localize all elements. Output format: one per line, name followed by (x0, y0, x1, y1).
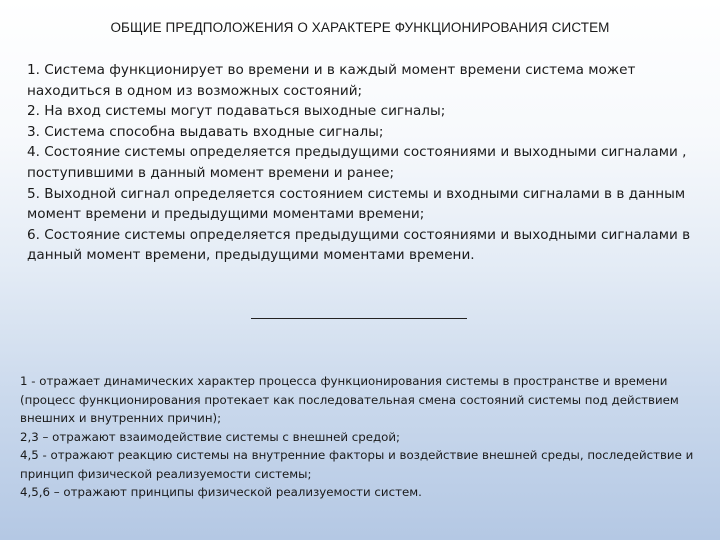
assumption-item-5: 5. Выходной сигнал определяется состоянием системы и входными сигналами в в данным момент времени и предыдущими моментами времени; (27, 185, 686, 223)
assumption-item-1: 1. Система функционирует во времени и в каждый момент времени система может находиться в одном из возможных состояний; (27, 62, 636, 99)
slide-title: ОБЩИЕ ПРЕДПОЛОЖЕНИЯ О ХАРАКТЕРЕ ФУНКЦИОНИРОВАНИЯ СИСТЕМ (110, 20, 610, 35)
assumption-item-3: 3. Система способна выдавать входные сигналы; (27, 123, 384, 140)
assumption-item-6: 6. Состояние системы определяется предыдущими состояниями и выходными сигналами в данный момент времени, предыдущими моментами времени. (27, 226, 691, 264)
note-item-3: 4,5 - отражают реакцию системы на внутренние факторы и воздействие внешней среды, последействие и принцип физической реализуемости системы; (20, 448, 694, 481)
assumption-item-4: 4. Состояние системы определяется предыдущими состояниями и выходными сигналами , поступившими в данный момент времени и ранее; (27, 144, 687, 181)
note-item-1: 1 - отражает динамических характер процесса функционирования системы в пространстве и времени (процесс функционирования протекает как последовательная смена состояний системы под действием внешних и внутренних причин); (20, 374, 679, 425)
assumptions-list (27, 60, 699, 266)
separator-line (251, 318, 467, 319)
note-item-2: 2,3 – отражают взаимодействие системы с внешней средой; (20, 429, 401, 444)
assumption-item-2: 2. На вход системы могут подаваться выходные сигналы; (27, 103, 446, 120)
notes-list (20, 372, 704, 502)
note-item-4: 4,5,6 – отражают принципы физической реализуемости систем. (20, 485, 422, 499)
